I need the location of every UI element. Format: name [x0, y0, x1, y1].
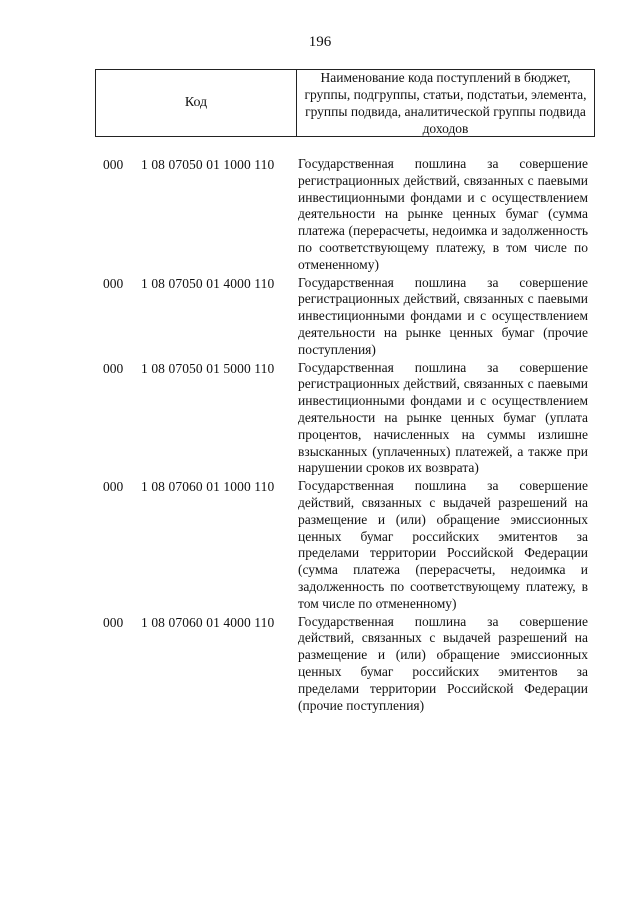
revenue-name: Государственная пошлина за совершение регистрационных действий, связанных с паевыми инвестиционными фондами и с осуществлением деятельности на рынке ценных бумаг (прочие поступления): [298, 274, 588, 357]
table-body: [0, 156, 640, 715]
revenue-name: Государственная пошлина за совершение регистрационных действий, связанных с паевыми инвестиционными фондами и с осуществлением деятельности на рынке ценных бумаг (сумма платежа (перерасчеты, недоимка и задолженность по соответствующему платежу, в том числе по отмененному): [298, 156, 588, 272]
revenue-code: 1 08 07050 01 1000 110: [141, 157, 275, 172]
page-number: 196: [308, 34, 332, 50]
table-row: [0, 360, 640, 478]
admin-code: 000: [103, 479, 124, 495]
revenue-name: Государственная пошлина за совершение действий, связанных с выдачей разрешений на размещение и (или) обращение эмиссионных ценных бумаг российских эмитентов за пределами территории Российской Федерации (сумма платежа (перерасчеты, недоимка и задолженность по соответствующему платежу, в том числе по отмененному): [298, 478, 588, 611]
revenue-code: 1 08 07060 01 4000 110: [141, 614, 275, 630]
header-name-column: Наименование кода поступлений в бюджет, группы, подгруппы, статьи, подстатьи, элемента, группы подвида, аналитической группы подвида доходов: [304, 70, 587, 136]
header-code-column: Код: [96, 70, 297, 136]
revenue-code: 1 08 07050 01 5000 110: [141, 360, 275, 376]
admin-code: 000: [103, 275, 124, 291]
table-row: [0, 478, 640, 612]
table-header: [95, 69, 595, 137]
table-row: [0, 156, 640, 274]
admin-code: 000: [103, 157, 124, 172]
revenue-code: 1 08 07060 01 1000 110: [141, 479, 275, 495]
table-row: [0, 614, 640, 715]
revenue-code: 1 08 07050 01 4000 110: [141, 275, 275, 291]
admin-code: 000: [103, 360, 124, 376]
revenue-name: Государственная пошлина за совершение действий, связанных с выдачей разрешений на размещение и (или) обращение эмиссионных ценных бумаг российских эмитентов за пределами территории Российской Федерации (прочие поступления): [298, 613, 588, 713]
table-row: [0, 275, 640, 359]
admin-code: 000: [103, 614, 124, 630]
revenue-name: Государственная пошлина за совершение регистрационных действий, связанных с паевыми инвестиционными фондами и с осуществлением деятельности на рынке ценных бумаг (уплата процентов, начисленных на суммы излишне взысканных (уплаченных) платежей, а также при нарушении сроков их возврата): [298, 359, 588, 476]
